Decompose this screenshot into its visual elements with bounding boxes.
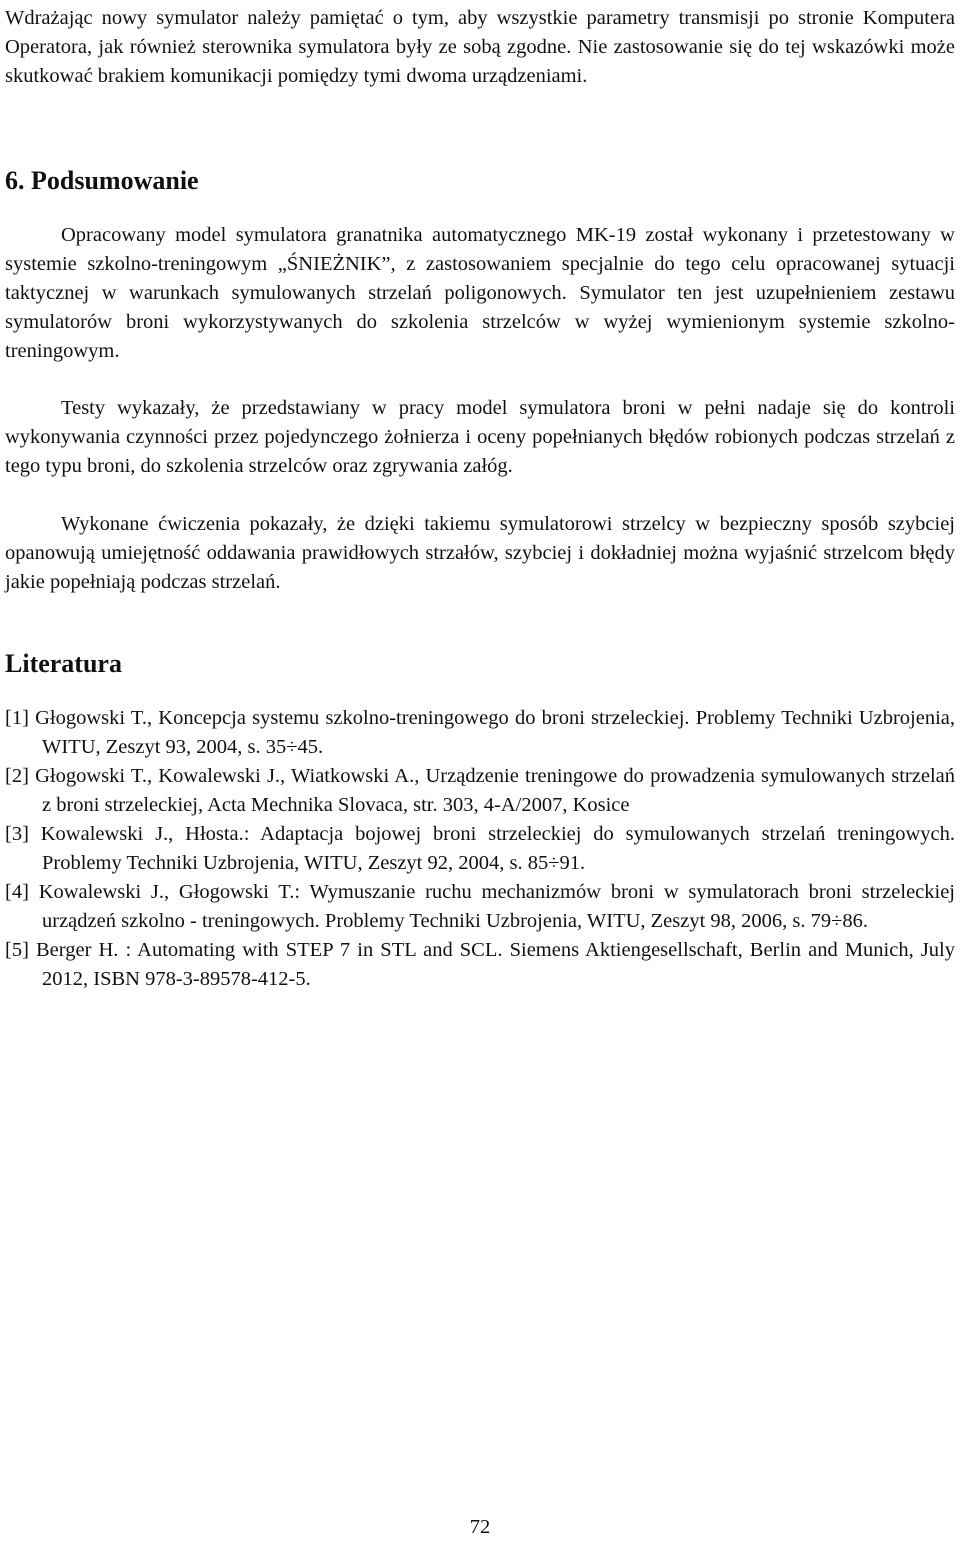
reference-number: [5] <box>5 939 29 961</box>
summary-paragraph-3: Wykonane ćwiczenia pokazały, że dzięki takiemu symulatorowi strzelcy w bezpieczny sposób szybciej opanowują umiejętność oddawania prawidłowych strzałów, szybciej i dokładniej można wyjaśnić strzelcom błędy jakie popełniają podczas strzelań. <box>5 513 955 593</box>
intro-paragraph: Wdrażając nowy symulator należy pamiętać o tym, aby wszystkie parametry transmisji po stronie Komputera Operatora, jak również sterownika symulatora były ze sobą zgodne. Nie zastosowanie się do tej wskazówki może skutkować brakiem komunikacji pomiędzy tymi dwoma urządzeniami. <box>5 7 955 87</box>
section-heading-summary: 6. Podsumowanie <box>5 166 199 195</box>
reference-item <box>5 762 955 820</box>
reference-text: Głogowski T., Koncepcja systemu szkolno-treningowego do broni strzeleckiej. Problemy Techniki Uzbrojenia, WITU, Zeszyt 93, 2004, s. 35÷45. <box>35 707 955 758</box>
page-number: 72 <box>469 1516 491 1538</box>
reference-number: [4] <box>5 881 29 903</box>
reference-text: Kowalewski J., Hłosta.: Adaptacja bojowej broni strzeleckiej do symulowanych strzelań treningowych. Problemy Techniki Uzbrojenia, WITU, Zeszyt 92, 2004, s. 85÷91. <box>40 823 955 874</box>
reference-text: Głogowski T., Kowalewski J., Wiatkowski A., Urządzenie treningowe do prowadzenia symulowanych strzelań z broni strzeleckiej, Acta Mechnika Slovaca, str. 303, 4-A/2007, Kosice <box>35 765 956 816</box>
reference-item <box>5 704 955 762</box>
reference-list <box>5 704 955 994</box>
reference-number: [3] <box>5 823 29 845</box>
reference-number: [2] <box>5 765 29 787</box>
reference-text: Berger H. : Automating with STEP 7 in STL and SCL. Siemens Aktiengesellschaft, Berlin and Munich, July 2012, ISBN 978-3-89578-412-5. <box>36 939 955 990</box>
reference-item <box>5 878 955 936</box>
summary-paragraph-2: Testy wykazały, że przedstawiany w pracy model symulatora broni w pełni nadaje się do kontroli wykonywania czynności przez pojedynczego żołnierza i oceny popełnianych błędów robionych podczas strzelań z tego typu broni, do szkolenia strzelców oraz zgrywania załóg. <box>5 397 955 477</box>
summary-paragraph-1: Opracowany model symulatora granatnika automatycznego MK-19 został wykonany i przetestowany w systemie szkolno-treningowym „ŚNIEŻNIK”, z zastosowaniem specjalnie do tego celu opracowanej sytuacji taktycznej w warunkach symulowanych strzelań poligonowych. Symulator ten jest uzupełnieniem zestawu symulatorów broni wykorzystywanych do szkolenia strzelców w wyżej wymienionym systemie szkolno-treningowym. <box>5 224 955 362</box>
reference-number: [1] <box>5 707 29 729</box>
reference-text: Kowalewski J., Głogowski T.: Wymuszanie ruchu mechanizmów broni w symulatorach broni strzeleckiej urządzeń szkolno - treningowych. Problemy Techniki Uzbrojenia, WITU, Zeszyt 98, 2006, s. 79÷86. <box>38 881 956 932</box>
reference-item <box>5 936 955 994</box>
reference-item <box>5 820 955 878</box>
literature-heading: Literatura <box>5 649 122 678</box>
